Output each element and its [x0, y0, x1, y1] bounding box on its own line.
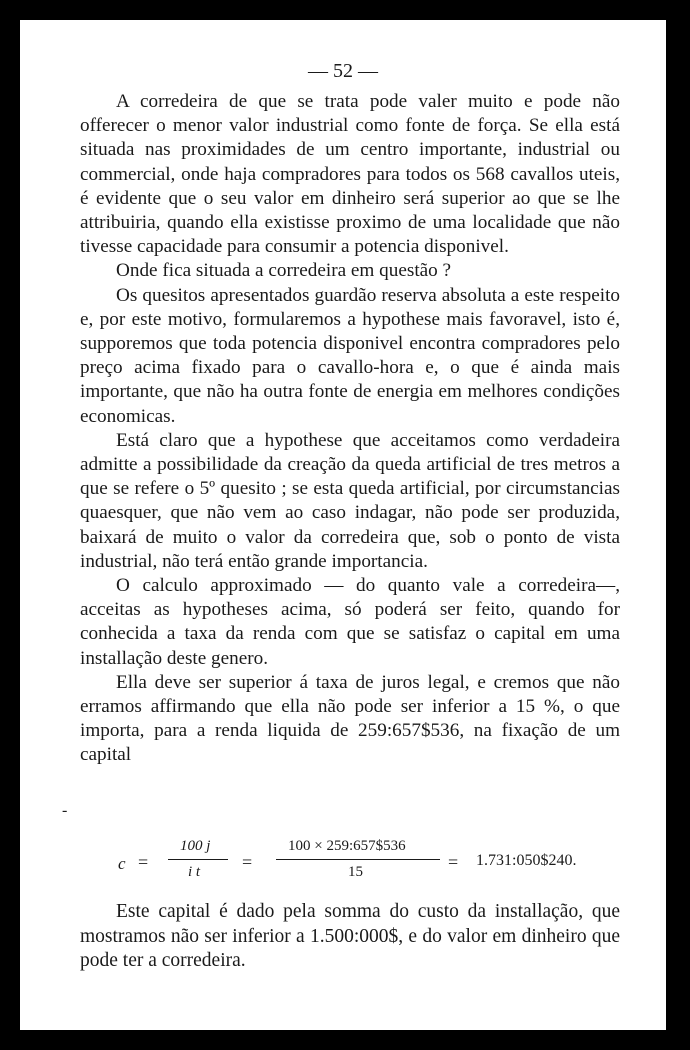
paragraph-5: O calculo approximado — do quanto vale a corredeira—, acceitas as hypotheses acima, só poderá ser feito, quando for conhecida a taxa da renda com que se satisfaz o capital em uma installação deste genero.: [80, 575, 620, 669]
formula-lhs: c: [118, 854, 126, 873]
formula-frac2-bar: [276, 859, 440, 860]
capital-formula: [80, 834, 620, 894]
formula-frac1-denominator: i t: [188, 864, 201, 880]
body-text: [80, 90, 620, 768]
stray-mark: -: [62, 802, 68, 819]
formula-frac2-denominator: 15: [348, 864, 363, 880]
scanned-page: [20, 20, 666, 1030]
paragraph-4: Está claro que a hypothese que acceitamos como verdadeira admitte a possibilidade da creação da queda artificial de tres metros a que se refere o 5º quesito ; se esta queda artificial, por circumstancias quaesquer, que não vem ao caso indagar, não pode ser produzida, baixará de muito o valor da corredeira que, sob o ponto de vista industrial, não terá então grande importancia.: [80, 429, 620, 572]
closing-paragraph: Este capital é dado pela somma do custo da installação, que mostramos não ser inferior a 1.500:000$, e do valor em dinheiro que pode ter a corredeira.: [80, 901, 620, 971]
formula-equals-3: =: [448, 852, 459, 872]
paragraph-3: Os quesitos apresentados guardão reserva absoluta a este respeito e, por este motivo, formularemos a hypothese mais favoravel, isto é, supporemos que toda potencia disponivel encontra compradores pelo preço acima fixado para o cavallo-hora e, o que é ainda mais importante, que não ha outra fonte de energia em melhores condições economicas.: [80, 284, 620, 427]
formula-frac1-numerator: 100 j: [180, 838, 211, 854]
paragraph-6: Ella deve ser superior á taxa de juros legal, e cremos que não erramos affirmando que ella não pode ser inferior a 15 %, o que importa, para a renda liquida de 259:657$536, na fixação de um capital: [80, 671, 620, 766]
formula-frac1-bar: [168, 859, 228, 860]
closing-text: [80, 900, 620, 974]
formula-equals-1: =: [138, 852, 149, 872]
paragraph-2: Onde fica situada a corredeira em questão ?: [116, 260, 452, 282]
paragraph-1: A corredeira de que se trata pode valer muito e pode não offerecer o menor valor industrial como fonte de força. Se ella está situada nas proximidades de um centro importante, industrial ou commercial, onde haja compradores para todos os 568 cavallos uteis, é evidente que o seu valor em dinheiro será superior ao que se lhe attribuiria, quando ella existisse proximo de uma localidade que não tivesse capacidade para consumir a potencia disponivel.: [80, 91, 620, 258]
formula-result: 1.731:050$240.: [476, 852, 577, 869]
formula-frac2-numerator: 100 × 259:657$536: [288, 838, 406, 854]
formula-equals-2: =: [242, 852, 253, 872]
page-number: — 52 —: [308, 60, 378, 82]
